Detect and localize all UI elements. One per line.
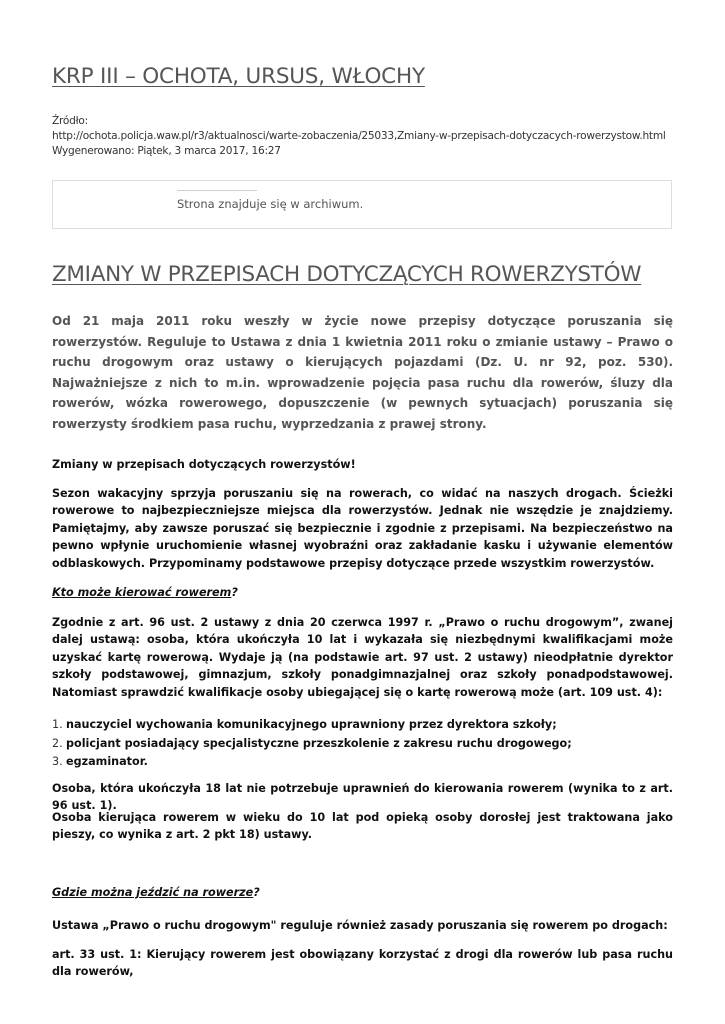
section-heading-where — [52, 886, 260, 899]
list-item — [52, 735, 572, 754]
section-heading-who — [52, 586, 238, 599]
archive-notice-box — [52, 180, 672, 229]
generated-date: Wygenerowano: Piątek, 3 marca 2017, 16:27 — [52, 145, 281, 157]
section-heading-who-text: Kto może kierować rowerem — [52, 586, 232, 599]
archive-divider — [177, 190, 257, 191]
source-label: Źródło: — [52, 115, 88, 127]
site-title: KRP III – OCHOTA, URSUS, WŁOCHY — [52, 64, 425, 89]
archive-notice-text: Strona znajduje się w archiwum. — [177, 197, 364, 211]
section-heading-who-suffix: ? — [231, 586, 238, 599]
list-item-text: nauczyciel wychowania komunikacyjnego uprawniony przez dyrektora szkoły; — [66, 718, 557, 731]
list-item-number: 2. — [52, 736, 63, 750]
article-title: ZMIANY W PRZEPISACH DOTYCZĄCYCH ROWERZYSTÓW — [52, 262, 642, 287]
list-item-number: 3. — [52, 755, 63, 769]
paragraph-age-18: Osoba, która ukończyła 18 lat nie potrzebuje uprawnień do kierowania rowerem (wynika to z art. 96 ust. 1). — [52, 782, 673, 813]
list-item-number: 1. — [52, 718, 63, 731]
section-heading-where-suffix: ? — [253, 886, 260, 899]
source-url[interactable]: http://ochota.policja.waw.pl/r3/aktualnosci/warte-zobaczenia/25033,Zmiany-w-przepisach-dotyczacych-rowerzystow.html — [52, 130, 666, 142]
list-item — [52, 753, 572, 772]
section-heading-where-text: Gdzie można jeździć na rowerze — [52, 886, 254, 899]
paragraph-age-10: Osoba kierująca rowerem w wieku do 10 lat pod opieką osoby dorosłej jest traktowana jako pieszy, co wynika z art. 2 pkt 18) ustawy. — [52, 811, 673, 842]
list-item-text: egzaminator. — [66, 755, 148, 769]
section-paragraph-who: Zgodnie z art. 96 ust. 2 ustawy z dnia 20 czerwca 1997 r. „Prawo o ruchu drogowym”, zwanej dalej ustawą: osoba, która ukończyła 10 lat i wykazała się niezbędnymi kwalifikacjami może uzyskać kartę rowerową. Wydaje ją (na podstawie art. 97 ust. 2 ustawy) nieodpłatnie dyrektor szkoły podstawowej, gimnazjum, szkoły ponadgimnazjalnej oraz szkoły ponadpodstawowej. Natomiast sprawdzić kwalifikacje osoby ubiegającej się o kartę rowerową może (art. 109 ust. 4): — [52, 616, 673, 699]
list-item — [52, 716, 572, 735]
section-paragraph-where: Ustawa „Prawo o ruchu drogowym" reguluje również zasady poruszania się rowerem po drogach: — [52, 919, 668, 932]
intro-paragraph: Sezon wakacyjny sprzyja poruszaniu się na rowerach, co widać na naszych drogach. Ścieżki rowerowe to najbezpieczniejsze miejsca dla rowerzystów. Jednak nie wszędzie je znajdziemy. Pamiętajmy, aby zawsze poruszać się bezpiecznie i zgodnie z przepisami. Na bezpieczeństwo na pewno wpłynie uruchomienie własnej wyobraźni oraz zakładanie kasku i używanie elementów odblaskowych. Przypominamy podstawowe przepisy dotyczące przede wszystkim rowerzystów. — [52, 487, 673, 570]
examiner-list — [52, 716, 572, 772]
source-info — [52, 114, 666, 159]
paragraph-art33: art. 33 ust. 1: Kierujący rowerem jest obowiązany korzystać z drogi dla rowerów lub pasa ruchu dla rowerów, — [52, 948, 673, 979]
article-lead: Od 21 maja 2011 roku weszły w życie nowe przepisy dotyczące poruszania się rowerzystów. Reguluje to Ustawa z dnia 1 kwietnia 2011 roku o zmianie ustawy – Prawo o ruchu drogowym oraz ustawy o kierujących pojazdami (Dz. U. nr 92, poz. 530). Najważniejsze z nich to m.in. wprowadzenie pojęcia pasa ruchu dla rowerów, śluzy dla rowerów, wózka rowerowego, dopuszczenie (w pewnych sytuacjach) poruszania się rowerzysty środkiem pasa ruchu, wyprzedzania z prawej strony. — [52, 314, 673, 431]
list-item-text: policjant posiadający specjalistyczne przeszkolenie z zakresu ruchu drogowego; — [66, 736, 572, 750]
intro-heading: Zmiany w przepisach dotyczących rowerzystów! — [52, 458, 356, 471]
